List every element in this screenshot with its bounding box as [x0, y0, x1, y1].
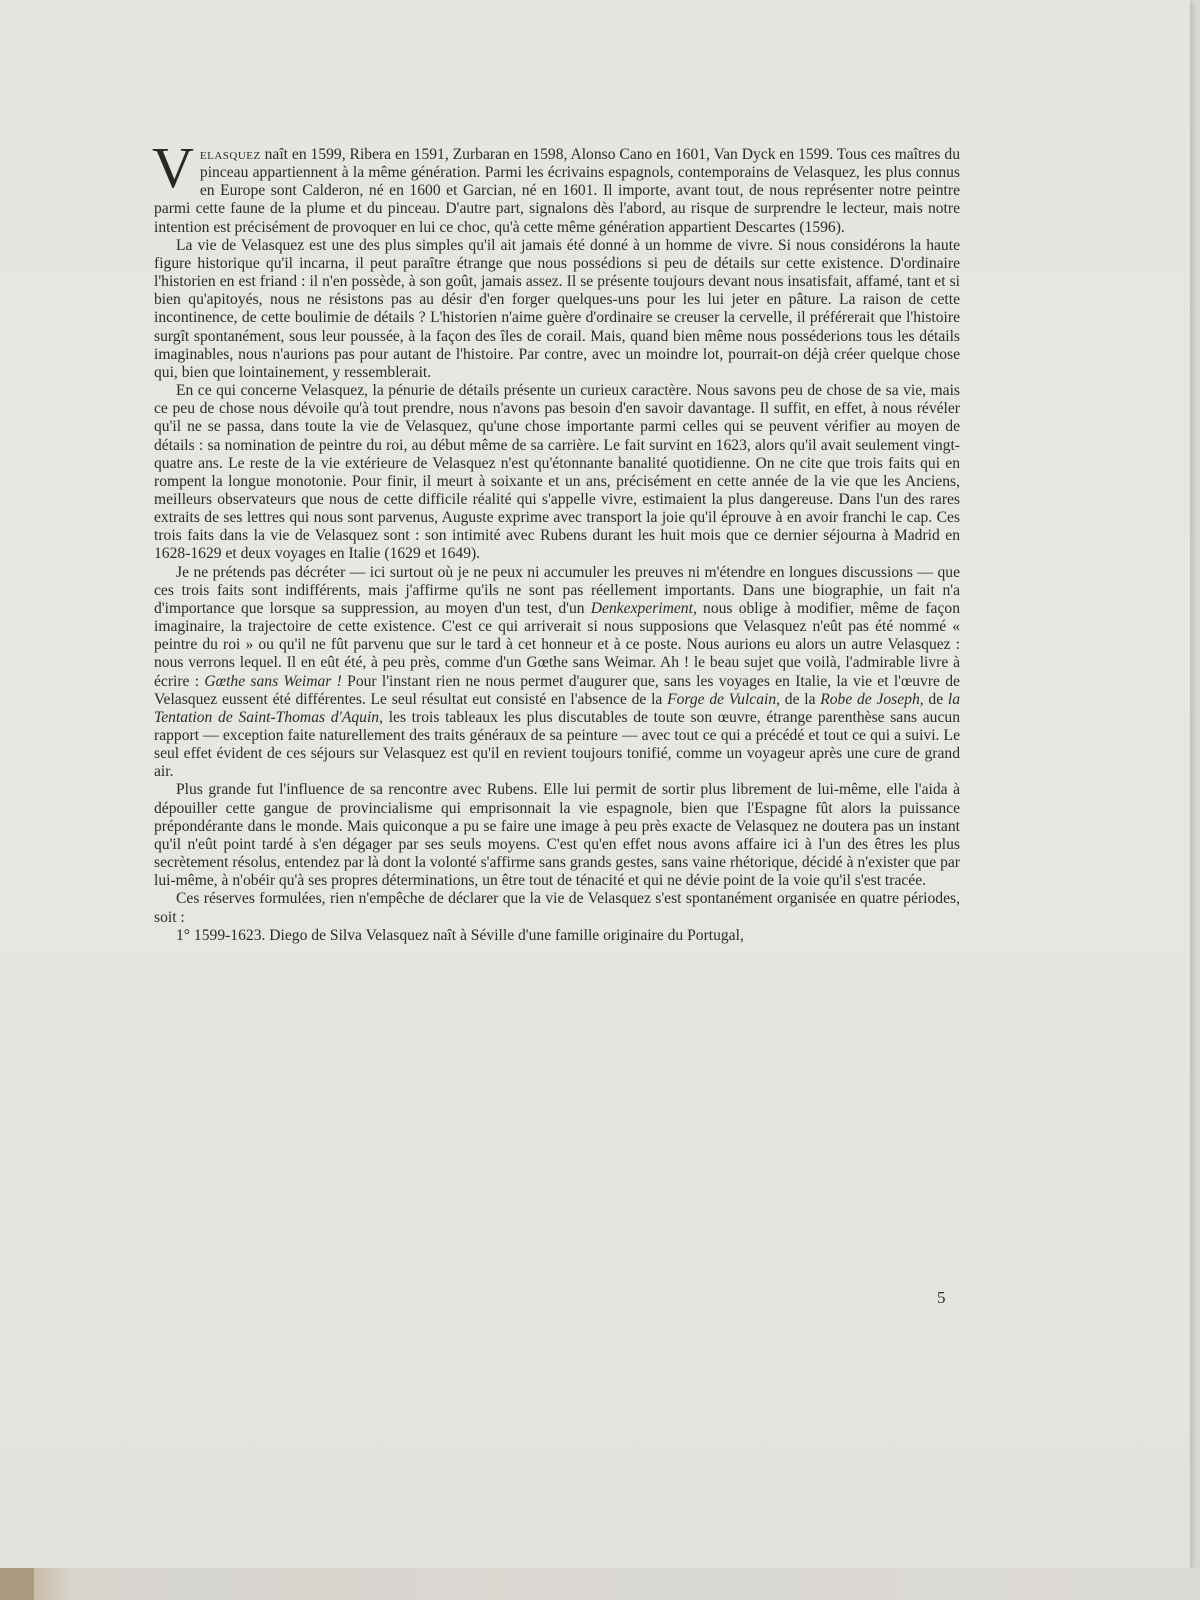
lead-word: elasquez [199, 146, 261, 163]
paragraph-4-text-c: Pour l'instant rien ne nous permet d'augurer que, sans les voyages en Italie, la vie et l'œuvre de Velasquez eussent été différentes. Le seul résultat eut consisté en l'absence de la [154, 672, 960, 708]
paragraph-1-text: naît en 1599, Ribera en 1591, Zurbaran en 1598, Alonso Cano en 1601, Van Dyck en 1599. Tous ces maîtres du pinceau appartiennent à la même génération. Parmi les écrivains espagnols, contemporains de Velasquez, les plus connus en Europe sont Calderon, né en 1600 et Garcian, né en 1601. Il importe, avant tout, de nous représenter notre peintre parmi cette faune de la plume et du pinceau. D'autre part, signalons dès l'abord, au risque de surprendre le lecteur, mais notre intention est précisément de provoquer en lui ce choc, qu'à cette même génération appartient Descartes (1596). [154, 146, 960, 236]
paragraph-4-text-a: Je ne prétends pas décréter — ici surtout où je ne peux ni accumuler les preuves ni m'étendre en longues discussions — que ces trois faits sont indifférents, mais j'affirme qu'ils ne sont pas réellement importants. Dans une biographie, un fait n'a d'importance que lorsque sa suppression, au moyen d'un test, d'un [154, 563, 960, 617]
paragraph-1 [152, 135, 960, 237]
paragraph-5: Plus grande fut l'influence de sa rencontre avec Rubens. Elle lui permit de sortir plus librement de lui-même, elle l'aida à dépouiller cette gangue de provincialisme qui emprisonnait la vie espagnole, bien que l'Espagne fût alors la puissance prépondérante dans le monde. Mais quiconque a pu se faire une image à peu près exacte de Velasquez ne doutera pas un instant qu'il n'eût point tardé à s'en dégager par ses seuls moyens. C'est qu'en effet nous avons affaire ici à l'un des êtres les plus secrètement résolus, entendez par là dont la volonté s'affirme sans grands gestes, sans vaine rhétorique, décidé à n'exister que par lui-même, à n'obéir qu'à ses propres déterminations, un être tout de ténacité et qui ne dévie point de la voie qu'il s'est tracée. [154, 781, 960, 890]
italic-denkexperiment: Denkexperiment, [590, 599, 697, 617]
paragraph-6: Ces réserves formulées, rien n'empêche de déclarer que la vie de Velasquez s'est spontanément organisée en quatre périodes, soit : [154, 890, 960, 926]
drop-cap: V [152, 135, 194, 200]
paragraph-4-text-e: de [923, 690, 948, 708]
paragraph-7: 1° 1599-1623. Diego de Silva Velasquez naît à Séville d'une famille originaire du Portugal, [176, 926, 744, 944]
italic-goethe-sans-weimar: Gœthe sans Weimar ! [204, 672, 342, 690]
binding-strip [0, 1568, 34, 1600]
article-body [152, 135, 961, 945]
paragraph-3: En ce qui concerne Velasquez, la pénurie de détails présente un curieux caractère. Nous savons peu de chose de sa vie, mais ce peu de chose nous dévoile qu'à tout prendre, nous n'avons pas besoin d'en savoir davantage. Il suffit, en effet, à nous révéler qu'il ne se passa, dans toute la vie de Velasquez, qu'une chose importante parmi celles qui se peuvent vérifier au moyen de détails : sa nomination de peintre du roi, au début même de sa carrière. Le fait survint en 1623, alors qu'il avait seulement vingt-quatre ans. Le reste de la vie extérieure de Velasquez n'est qu'étonnante banalité quotidienne. On ne cite que trois faits qui en rompent la longue monotonie. Pour finir, il meurt à soixante et un ans, précisément en cette année de la vie que les Anciens, meilleurs observateurs que nous de cette difficile réalité qui s'appelle vivre, estimaient la plus dangereuse. Dans l'un des rares extraits de ses lettres qui nous sont parvenus, Auguste exprime avec transport la joie qu'il éprouve à en avoir franchi le cap. Ces trois faits dans la vie de Velasquez sont : son intimité avec Rubens durant les huit mois que ce dernier séjourna à Madrid en 1628-1629 et deux voyages en Italie (1629 et 1649). [154, 382, 960, 563]
paragraph-4 [154, 564, 960, 782]
paragraph-4-text-b: nous oblige à modifier, même de façon imaginaire, la trajectoire de cette existence. C'est ce qui arriverait si nous supposions que Velasquez n'eût pas été nommé « peintre du roi » ou qu'il ne fût parvenu que sur le tard à cet honneur et à ce poste. Nous aurions eu alors un autre Velasquez : nous verrons lequel. Il en eût été, à peu près, comme d'un Gœthe sans Weimar. Ah ! le beau sujet que voilà, l'admirable livre à écrire : [154, 599, 960, 690]
italic-tentation-saint-thomas: la Tentation de Saint-Thomas d'Aquin, [154, 690, 961, 726]
italic-robe-de-joseph: Robe de Joseph, [820, 690, 924, 708]
page-number: 5 [937, 1288, 946, 1307]
paragraph-4-text-f: les trois tableaux les plus discutables de toute son œuvre, étrange parenthèse sans aucun rapport — exception faite naturellement des traits généraux de sa peinture — avec tout ce qui a précédé et tout ce qui a suivi. Le seul effet évident de ces séjours sur Velasquez est qu'il en revient toujours tonifié, comme un voyageur après une cure de grand air. [154, 708, 960, 781]
italic-forge-de-vulcain: Forge de Vulcain, [667, 690, 781, 708]
page-bottom-edge [0, 1568, 1200, 1600]
paragraph-2: La vie de Velasquez est une des plus simples qu'il ait jamais été donné à un homme de vivre. Si nous considérons la haute figure historique qu'il incarna, il peut paraître étrange que nous possédions si peu de détails sur cette existence. D'ordinaire l'historien en est friand : il n'en possède, à son goût, jamais assez. Il se présente toujours devant nous insatisfait, affamé, tant et si bien qu'apitoyés, nous ne résistons pas au désir d'en forger quelques-uns pour les lui jeter en pâture. La raison de cette incontinence, de cette boulimie de détails ? L'historien n'aime guère d'ordinaire se creuser la cervelle, il préférerait que l'histoire surgît spontanément, sous leur poussée, à la façon des îles de corail. Mais, quand bien même nous posséderions tous les détails imaginables, nous n'aurions pas pour autant de l'histoire. Par contre, avec un moindre lot, pourrait-on déjà créer quelque chose qui, bien que lointainement, y ressemblerait. [154, 236, 960, 381]
paragraph-4-text-d: de la [780, 690, 821, 708]
